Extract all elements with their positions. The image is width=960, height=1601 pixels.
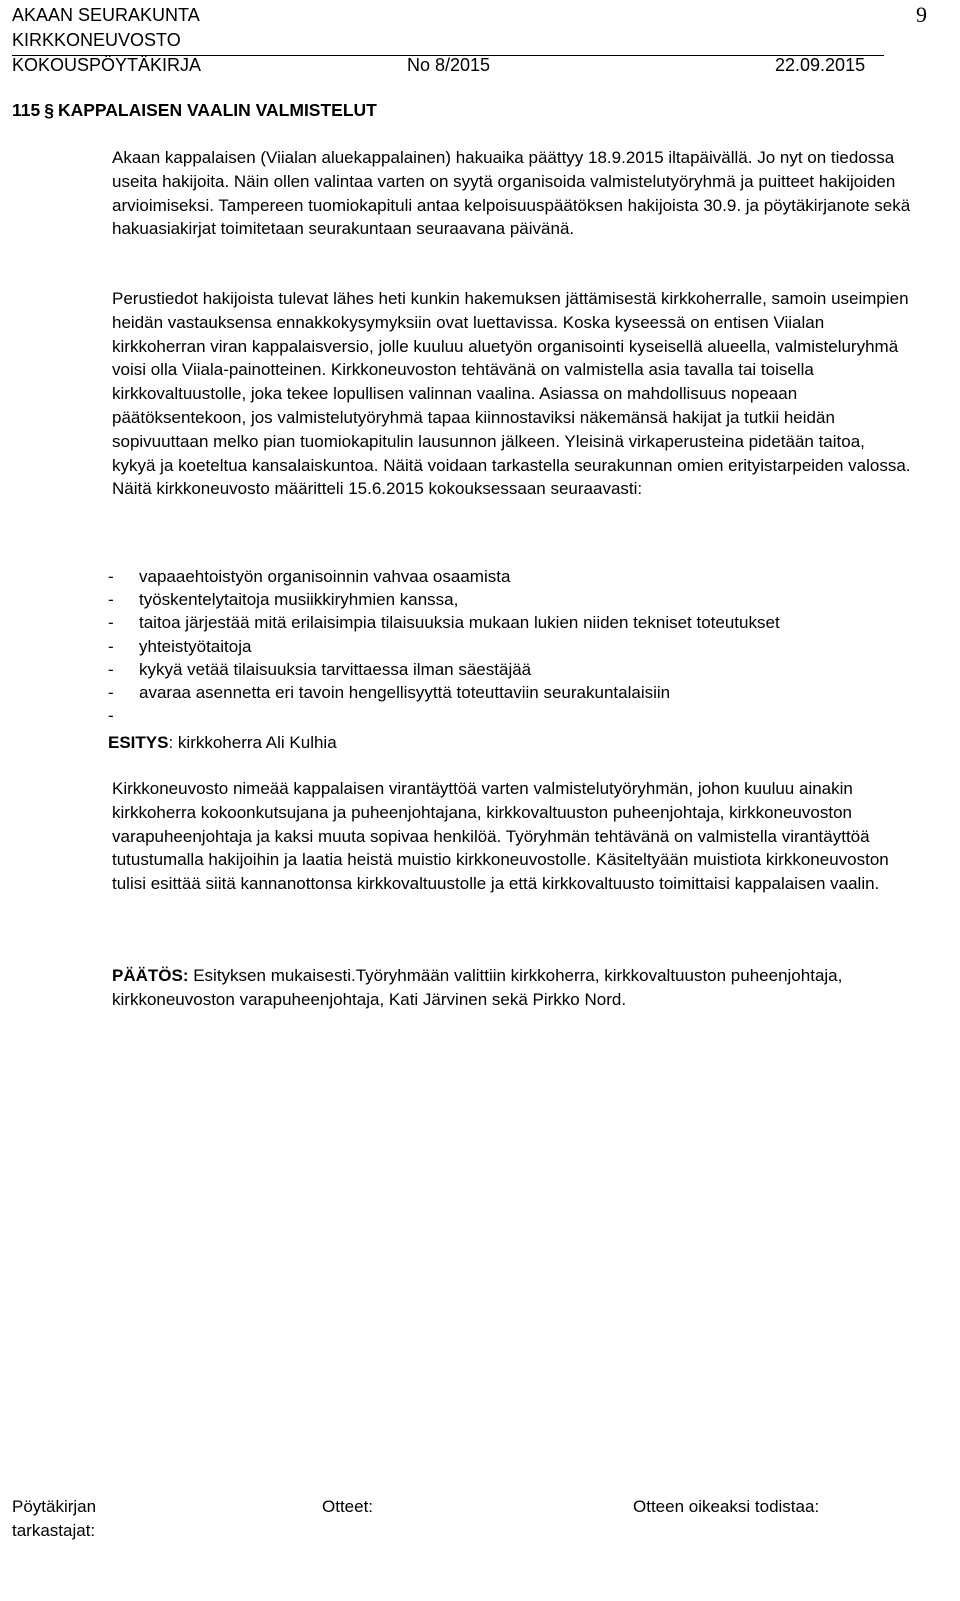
section-title — [12, 100, 377, 121]
header-parish: AKAAN SEURAKUNTA — [12, 5, 200, 25]
proposal-paragraph: Kirkkoneuvosto nimeää kappalaisen virantäyttöä varten valmistelutyöryhmän, johon kuuluu ainakin kirkkoherra kokoonkutsujana ja puheenjohtajana, kirkkovaltuuston puheenjohtaja, kirkkoneuvoston varapuheenjohtaja ja kaksi muuta sopivaa henkilöä. Työryhmän tehtävänä on valmistella virantäyttöä tutustumalla hakijoihin ja laatia heistä muistio kirkkoneuvostolle. Käsiteltyään muistiota kirkkoneuvoston tulisi esittää siitä kannanottonsa kirkkovaltuustolle ja että kirkkovaltuusto toimittaisi kappalaisen vaalin. — [112, 779, 889, 894]
proposal-presenter: : kirkkoherra Ali Kulhia — [168, 733, 337, 752]
decision-text: Esityksen mukaisesti.Työryhmään valittiin kirkkoherra, kirkkovaltuuston puheenjohtaja, kirkkoneuvoston varapuheenjohtaja, Kati Järvinen sekä Pirkko Nord. — [112, 966, 843, 1009]
list-item: - vapaaehtoistyön organisoinnin vahvaa osaamista — [108, 567, 511, 586]
criteria-list — [108, 565, 780, 727]
header-minutes-line — [12, 54, 884, 75]
list-item: - — [108, 706, 114, 726]
list-item: - kykyä vetää tilaisuuksia tarvittaessa ilman säestäjää — [108, 659, 532, 679]
decision-label: PÄÄTÖS: — [112, 966, 189, 985]
decision-paragraph — [112, 964, 912, 1012]
header-council: KIRKKONEUVOSTO — [12, 30, 181, 50]
intro-paragraph: Akaan kappalaisen (Viialan aluekappalainen) hakuaika päättyy 18.9.2015 iltapäivällä. Jo nyt on tiedossa useita hakijoita. Näin ollen valintaa varten on syytä organisoida valmistelutyöryhmä ja puitteet hakijoiden arvioimiseksi. Tampereen tuomiokapituli antaa kelpoisuuspäätöksen hakijoista 30.9. ja pöytäkirjanote sekä hakuasiakirjat toimitetaan seurakuntaan seuraavana päivänä. — [112, 148, 911, 239]
proposal-line — [108, 733, 337, 753]
section-heading: KAPPALAISEN VAALIN VALMISTELUT — [57, 100, 377, 120]
list-item: - yhteistyötaitoja — [108, 636, 252, 656]
list-item: - taitoa järjestää mitä erilaisimpia tilaisuuksia mukaan lukien niiden tekniset toteutukset — [108, 613, 780, 633]
footer-certified: Otteen oikeaksi todistaa: — [633, 1497, 820, 1516]
header-number: No 8/2015 — [407, 55, 491, 75]
header-date: 22.09.2015 — [775, 55, 866, 75]
background-paragraph: Perustiedot hakijoista tulevat lähes heti kunkin hakemuksen jättämisestä kirkkoherralle, samoin useimpien heidän vastauksensa ennakkokysymyksiin ovat luettavissa. Koska kyseessä on entisen Viialan kirkkoherran viran kappalaisversio, jolle kuuluu aluetyön organisointi kyseisellä alueella, valmisteluryhmä voisi olla Viiala-painotteinen. Kirkkoneuvoston tehtävänä on valmistella asia tavalla tai toisella kirkkovaltuustolle, joka tekee lopullisen valinnan vaalina. Asiassa on mahdollisuus nopeaan päätöksentekoon, jos valmistelutyöryhmä tapaa kiinnostaviksi näkemänsä hakijat ja tutkii heidän sopivuuttaan melko pian tuomiokapitulin lausunnon jälkeen. Yleisinä virkaperusteina pidetään taitoa, kykyä ja koeteltua kansalaiskuntoa. Näitä voidaan tarkastella seurakunnan omien erityistarpeiden valossa. Näitä kirkkoneuvosto määritteli 15.6.2015 kokouksessaan seuraavasti: — [112, 289, 911, 499]
section-sign-icon: § — [44, 100, 54, 120]
proposal-label: ESITYS — [108, 733, 169, 752]
header-doc-type: KOKOUSPÖYTÄKIRJA — [12, 55, 202, 75]
page-number: 9 — [916, 2, 927, 27]
footer-checkers: Pöytäkirjan tarkastajat: — [12, 1497, 97, 1540]
list-item: - työskentelytaitoja musiikkiryhmien kanssa, — [108, 590, 459, 610]
section-number: 115 — [12, 100, 41, 120]
list-item: - avaraa asennetta eri tavoin hengellisyyttä toteuttaviin seurakuntalaisiin — [108, 682, 671, 702]
footer-extracts: Otteet: — [322, 1497, 374, 1516]
